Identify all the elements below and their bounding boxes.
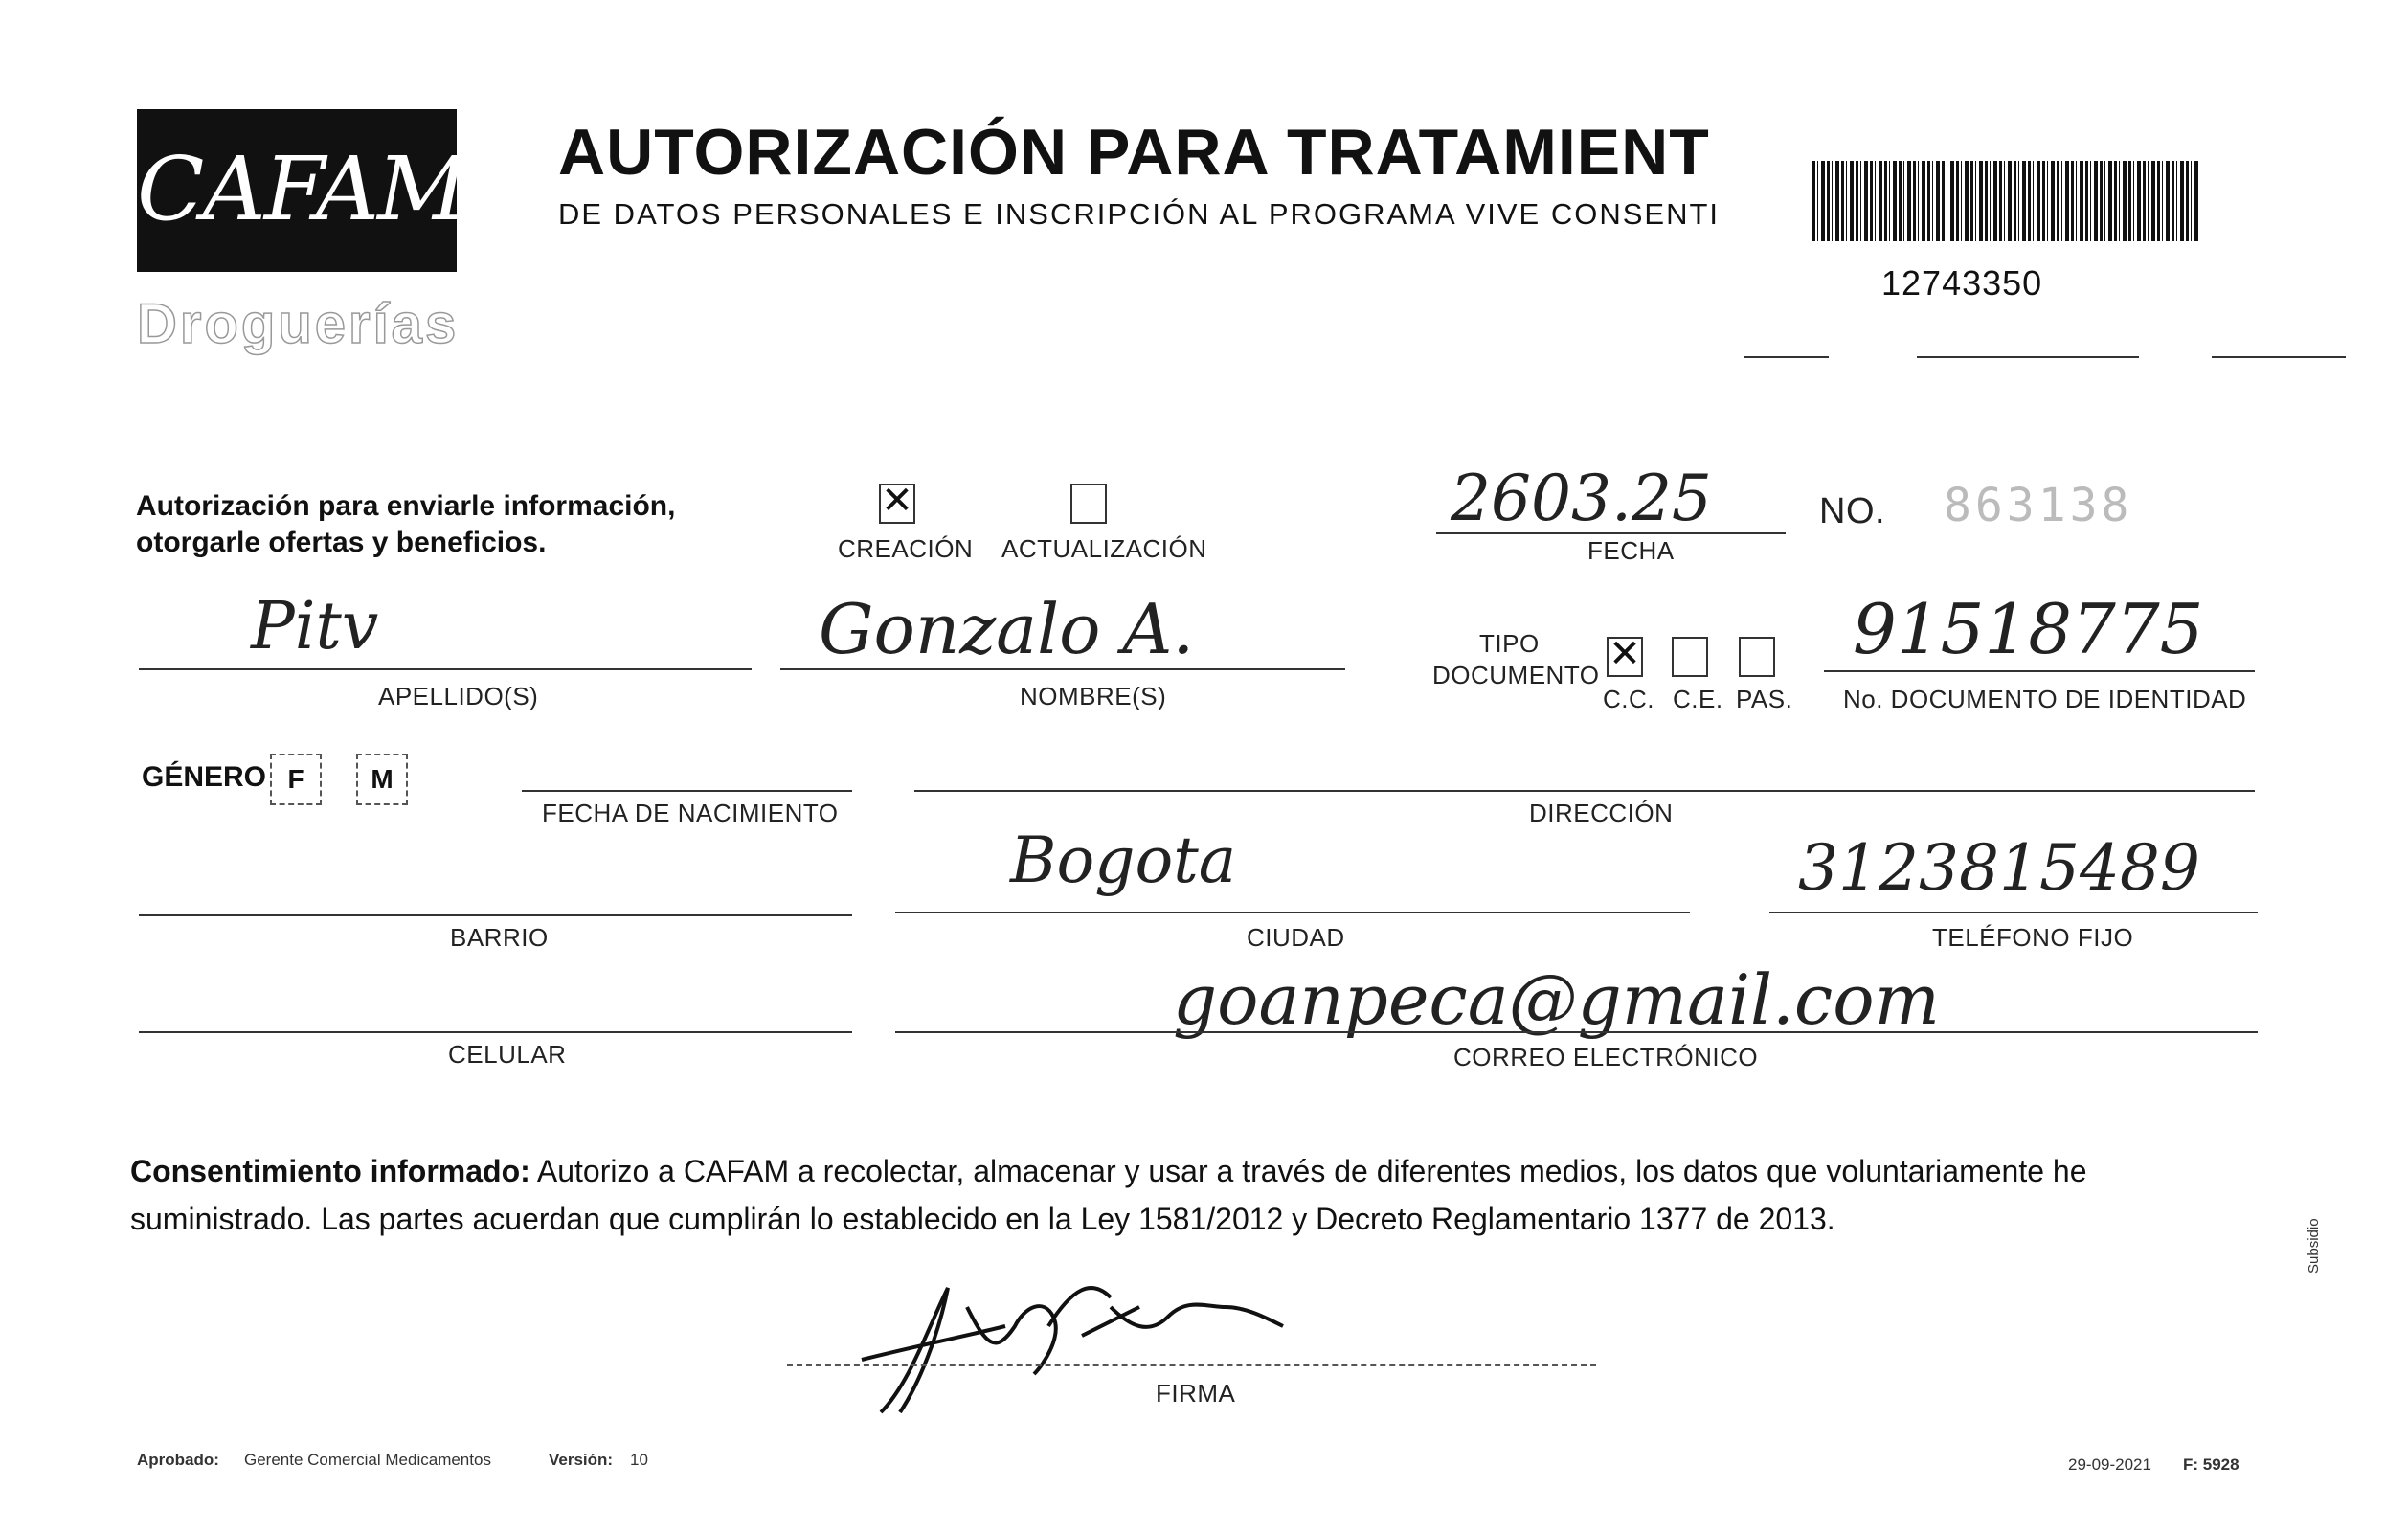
form-title: AUTORIZACIÓN PARA TRATAMIENT [558,116,1710,189]
barcode-number: 12743350 [1881,263,2043,303]
pas-label: PAS. [1736,685,1793,713]
apellido-label: APELLIDO(S) [378,682,539,710]
documento-type-label: DOCUMENTO [1432,661,1600,689]
ciudad-value: Bogota [1010,823,1237,897]
barrio-label: BARRIO [450,923,549,952]
genero-label: GÉNERO [142,761,267,793]
side-text: Subsidio [2306,1218,2322,1274]
cafam-logo [137,109,466,272]
actualizacion-checkbox[interactable] [1070,484,1107,524]
telefono-value: 3123815489 [1798,831,2200,905]
apellido-value: Pitv [251,589,379,665]
celular-label: CELULAR [448,1040,567,1069]
correo-value: goanpeca@gmail.com [1173,959,1940,1040]
nacimiento-line [522,790,852,792]
genero-m-box[interactable]: M [356,754,408,805]
consent-text: Autorizo a CAFAM a recolectar, almacenar y usar a través de diferentes medios, los datos que voluntariamente he suministrado. Las partes acuerdan que cumplirán lo establecido en la Ley 1581/2012 y Decreto Reglamentario 1377 de 2013. [130,1154,2087,1236]
authorization-line1: Autorización para enviarle información, [136,490,676,522]
footer-code: F: 5928 [2183,1455,2239,1474]
creacion-checkbox[interactable] [879,484,915,524]
consent-paragraph [130,1147,2265,1243]
footer-date: 29-09-2021 [2068,1455,2151,1474]
ce-checkbox[interactable] [1672,637,1708,677]
header-rule [1744,356,1829,358]
nombre-label: NOMBRE(S) [1020,682,1167,710]
documento-line [1824,670,2255,672]
form-subtitle: DE DATOS PERSONALES E INSCRIPCIÓN AL PROGRAMA VIVE CONSENTI [558,197,1721,231]
tipo-label: TIPO [1479,629,1540,658]
serial-number: 863138 [1944,479,2133,532]
consent-title: Consentimiento informado: [130,1154,530,1188]
nacimiento-label: FECHA DE NACIMIENTO [542,799,839,827]
correo-label: CORREO ELECTRÓNICO [1453,1043,1759,1071]
aprobado-label: Aprobado: [137,1451,219,1469]
signature-line [787,1364,1596,1366]
actualizacion-label: ACTUALIZACIÓN [1001,534,1207,563]
fecha-value: 2603.25 [1451,462,1712,535]
telefono-line [1769,912,2258,913]
documento-label: No. DOCUMENTO DE IDENTIDAD [1843,685,2247,713]
firma-label: FIRMA [1156,1379,1236,1408]
no-label: NO. [1819,491,1886,531]
header-rule [1917,356,2139,358]
aprobado-value: Gerente Comercial Medicamentos [244,1451,491,1469]
fecha-line [1436,532,1786,534]
ciudad-line [895,912,1690,913]
nombre-line [780,668,1345,670]
signature-image [823,1269,1360,1432]
nombre-value: Gonzalo A. [819,589,1195,669]
logo-text: CAFAM [137,138,466,240]
creacion-label: CREACIÓN [838,534,974,563]
telefono-label: TELÉFONO FIJO [1932,923,2134,952]
apellido-line [139,668,752,670]
version-label: Versión: [549,1451,614,1469]
direccion-line [914,790,2255,792]
barrio-line [139,914,852,916]
header-rule [2212,356,2346,358]
ciudad-label: CIUDAD [1247,923,1345,952]
documento-value: 91518775 [1853,589,2204,669]
direccion-label: DIRECCIÓN [1529,799,1674,827]
barcode [1812,161,2200,241]
cc-checkbox[interactable] [1607,637,1643,677]
cc-label: C.C. [1603,685,1654,713]
pas-checkbox[interactable] [1739,637,1775,677]
fecha-label: FECHA [1587,536,1675,565]
brand-subtitle: Droguerías [137,293,460,355]
genero-f-box[interactable]: F [270,754,322,805]
celular-line [139,1031,852,1033]
ce-label: C.E. [1673,685,1723,713]
version-value: 10 [630,1451,648,1469]
authorization-line2: otorgarle ofertas y beneficios. [136,527,547,558]
correo-line [895,1031,2258,1033]
